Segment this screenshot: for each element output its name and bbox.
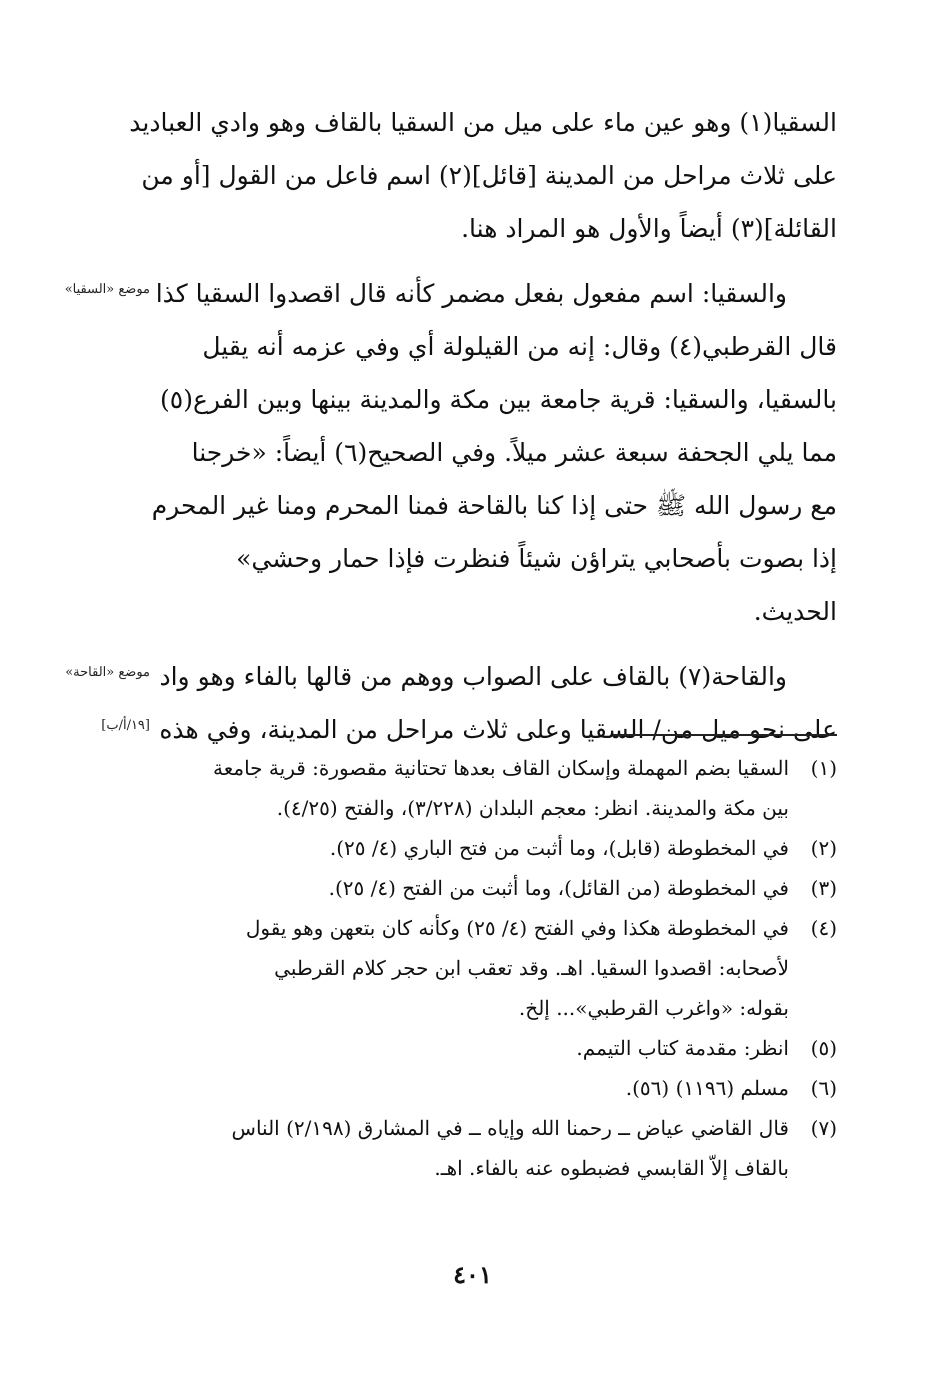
text-line: الحديث. bbox=[753, 597, 837, 626]
text-line: والسقيا: اسم مفعول بفعل مضمر كأنه قال اقصدوا السقيا كذا bbox=[155, 279, 787, 308]
footnote-number: (٧) bbox=[810, 1116, 837, 1140]
text-line: بالسقيا، والسقيا: قرية جامعة بين مكة والمدينة بينها وبين الفرع(٥) bbox=[159, 385, 837, 414]
text-line: إذا بصوت بأصحابي يتراؤن شيئاً فنظرت فإذا حمار وحشي» bbox=[236, 544, 837, 573]
main-text bbox=[64, 96, 837, 768]
footnote-number: (٣) bbox=[810, 876, 837, 900]
footnote-line: انظر: مقدمة كتاب التيمم. bbox=[576, 1036, 789, 1060]
footnote-number: (٤) bbox=[810, 916, 837, 940]
margin-note-qaha: موضع «القاحة» bbox=[65, 665, 150, 680]
footnote-line: بين مكة والمدينة. انظر: معجم البلدان (٣/٢٢٨)، والفتح (٤/٢٥). bbox=[276, 796, 789, 820]
paragraph-3 bbox=[65, 650, 837, 756]
paragraph-2 bbox=[64, 267, 837, 638]
footnote-line: قال القاضي عياض ــ رحمنا الله وإياه ــ في المشارق (٢/١٩٨) الناس bbox=[231, 1116, 789, 1140]
text-line: السقيا(١) وهو عين ماء على ميل من السقيا بالقاف وهو وادي العباديد bbox=[129, 108, 837, 137]
footnote-number: (٥) bbox=[810, 1036, 837, 1060]
page-number: ٤٠١ bbox=[453, 1260, 492, 1289]
text-line: قال القرطبي(٤) وقال: إنه من القيلولة أي وفي عزمه أنه يقيل bbox=[202, 332, 837, 361]
margin-note-saqya: موضع «السقيا» bbox=[64, 282, 150, 297]
text-line: مما يلي الجحفة سبعة عشر ميلاً. وفي الصحيح(٦) أيضاً: «خرجنا bbox=[191, 438, 837, 467]
footnote-5 bbox=[160, 1028, 837, 1068]
text-line: القائلة](٣) أيضاً والأول هو المراد هنا. bbox=[461, 214, 837, 243]
footnote-line: مسلم (١١٩٦) (٥٦). bbox=[625, 1076, 789, 1100]
text-line: على ثلاث مراحل من المدينة [قائل](٢) اسم فاعل من القول [أو من bbox=[141, 161, 837, 190]
footnote-1 bbox=[160, 748, 837, 828]
footnote-number: (١) bbox=[810, 756, 837, 780]
margin-note-folio: [١٩/أ/ب] bbox=[101, 718, 150, 733]
footnote-line: بالقاف إلاّ القابسي فضبطوه عنه بالفاء. اهـ. bbox=[434, 1156, 789, 1180]
text-line: والقاحة(٧) بالقاف على الصواب ووهم من قالها بالفاء وهو واد bbox=[159, 662, 787, 691]
footnote-4 bbox=[160, 908, 837, 1028]
footnote-line: السقيا بضم المهملة وإسكان القاف بعدها تحتانية مقصورة: قرية جامعة bbox=[213, 756, 789, 780]
footnote-7 bbox=[160, 1108, 837, 1188]
footnote-number: (٢) bbox=[810, 836, 837, 860]
footnote-line: لأصحابه: اقصدوا السقيا. اهـ. وقد تعقب ابن حجر كلام القرطبي bbox=[274, 956, 789, 980]
paragraph-1 bbox=[129, 96, 837, 255]
footnote-3 bbox=[160, 868, 837, 908]
text-line: على نحو ميل من/ السقيا وعلى ثلاث مراحل من المدينة، وفي هذه bbox=[159, 715, 837, 744]
footnote-line: بقوله: «واغرب القرطبي»... إلخ. bbox=[518, 996, 789, 1020]
footnote-number: (٦) bbox=[810, 1076, 837, 1100]
footnote-line: في المخطوطة هكذا وفي الفتح (٤/ ٢٥) وكأنه كان بتعهن وهو يقول bbox=[245, 916, 789, 940]
footnote-line: في المخطوطة (قابل)، وما أثبت من فتح الباري (٤/ ٢٥). bbox=[329, 836, 789, 860]
footnote-line: في المخطوطة (من القائل)، وما أثبت من الفتح (٤/ ٢٥). bbox=[328, 876, 789, 900]
footnote-separator bbox=[613, 734, 837, 736]
footnote-2 bbox=[160, 828, 837, 868]
footnote-6 bbox=[160, 1068, 837, 1108]
text-line: مع رسول الله ﷺ حتى إذا كنا بالقاحة فمنا المحرم ومنا غير المحرم bbox=[151, 491, 837, 520]
footnotes bbox=[160, 748, 837, 1188]
